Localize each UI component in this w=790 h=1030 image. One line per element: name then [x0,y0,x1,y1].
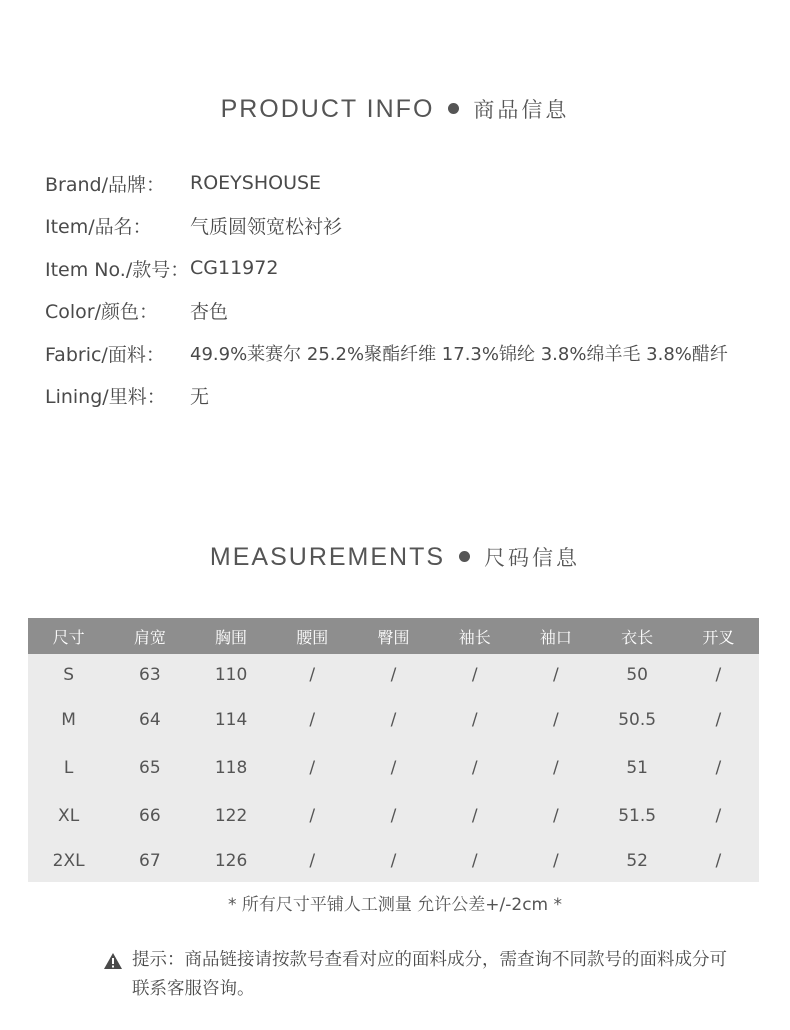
header-cell: 臀围 [353,618,434,654]
color-value: 杏色 [190,301,229,324]
table-cell: / [678,654,759,696]
table-cell: / [272,654,353,696]
info-row-brand [45,162,765,205]
table-cell: / [434,792,515,840]
lining-label: Lining/里料： [45,386,166,409]
measurement-note: * 所有尺寸平铺人工测量 允许公差+/-2cm * [227,895,563,915]
table-cell: / [434,840,515,882]
table-cell: / [515,840,596,882]
item-no-value: CG11972 [190,257,279,280]
brand-value: ROEYSHOUSE [190,172,322,195]
table-cell: / [515,792,596,840]
table-cell: / [434,744,515,792]
item-no-label: Item No./款号： [45,258,190,281]
table-row [28,696,759,744]
table-cell: / [434,654,515,696]
header-cell: 袖口 [515,618,596,654]
header-cell: 尺寸 [28,618,109,654]
table-row [28,744,759,792]
table-cell: 52 [597,840,678,882]
table-cell: 66 [109,792,190,840]
table-cell: L [28,744,109,792]
table-cell: 51 [597,744,678,792]
bullet-dot-icon [459,551,470,562]
measurements-title-cn: 尺码信息 [484,546,581,570]
header-cell: 袖长 [434,618,515,654]
fabric-value: 49.9%莱赛尔 25.2%聚酯纤维 17.3%锦纶 3.8%绵羊毛 3.8%醋纤 [190,344,728,366]
table-cell: / [515,654,596,696]
table-cell: 63 [109,654,190,696]
table-cell: / [678,792,759,840]
table-cell: 51.5 [597,792,678,840]
measurements-title-en: MEASUREMENTS [209,543,446,571]
notice-text: 提示：商品链接请按款号查看对应的面料成分，需查询不同款号的面料成分可联系客服咨询。 [132,950,727,999]
table-cell: / [353,654,434,696]
size-table-header-row [28,618,759,654]
table-cell: 122 [190,792,271,840]
fabric-label: Fabric/面料： [45,343,165,366]
product-info-title-cn: 商品信息 [473,98,570,122]
warning-icon [103,951,123,969]
table-cell: / [272,840,353,882]
notice [103,946,743,1004]
table-cell: / [272,792,353,840]
size-table [28,618,759,882]
table-cell: 110 [190,654,271,696]
table-cell: 2XL [28,840,109,882]
item-label: Item/品名： [45,216,152,239]
table-cell: 126 [190,840,271,882]
table-cell: / [353,696,434,744]
brand-label: Brand/品牌： [45,173,165,196]
table-cell: M [28,696,109,744]
header-cell: 腰围 [272,618,353,654]
table-cell: 67 [109,840,190,882]
table-row [28,792,759,840]
table-cell: / [678,840,759,882]
table-cell: 65 [109,744,190,792]
table-cell: / [678,744,759,792]
table-cell: S [28,654,109,696]
info-row-item-no [45,247,765,290]
table-cell: 118 [190,744,271,792]
lining-value: 无 [190,386,210,409]
table-cell: / [272,744,353,792]
table-row [28,840,759,882]
table-cell: 50.5 [597,696,678,744]
table-row [28,654,759,696]
info-row-color [45,290,765,333]
item-value: 气质圆领宽松衬衫 [190,216,343,239]
table-cell: / [353,744,434,792]
info-row-item [45,205,765,248]
table-cell: / [272,696,353,744]
bullet-dot-icon [448,103,459,114]
product-info-title [0,94,790,124]
header-cell: 胸围 [190,618,271,654]
table-cell: / [515,744,596,792]
measurements-title [0,542,790,572]
table-cell: / [678,696,759,744]
product-info-title-en: PRODUCT INFO [220,95,435,123]
table-cell: 114 [190,696,271,744]
table-cell: / [353,840,434,882]
header-cell: 开叉 [678,618,759,654]
table-cell: / [353,792,434,840]
table-cell: / [434,696,515,744]
header-cell: 肩宽 [109,618,190,654]
table-cell: 50 [597,654,678,696]
table-cell: 64 [109,696,190,744]
header-cell: 衣长 [597,618,678,654]
table-cell: XL [28,792,109,840]
table-cell: / [515,696,596,744]
color-label: Color/颜色： [45,301,159,324]
product-info-list [45,162,765,417]
info-row-lining [45,375,765,418]
info-row-fabric [45,332,765,375]
